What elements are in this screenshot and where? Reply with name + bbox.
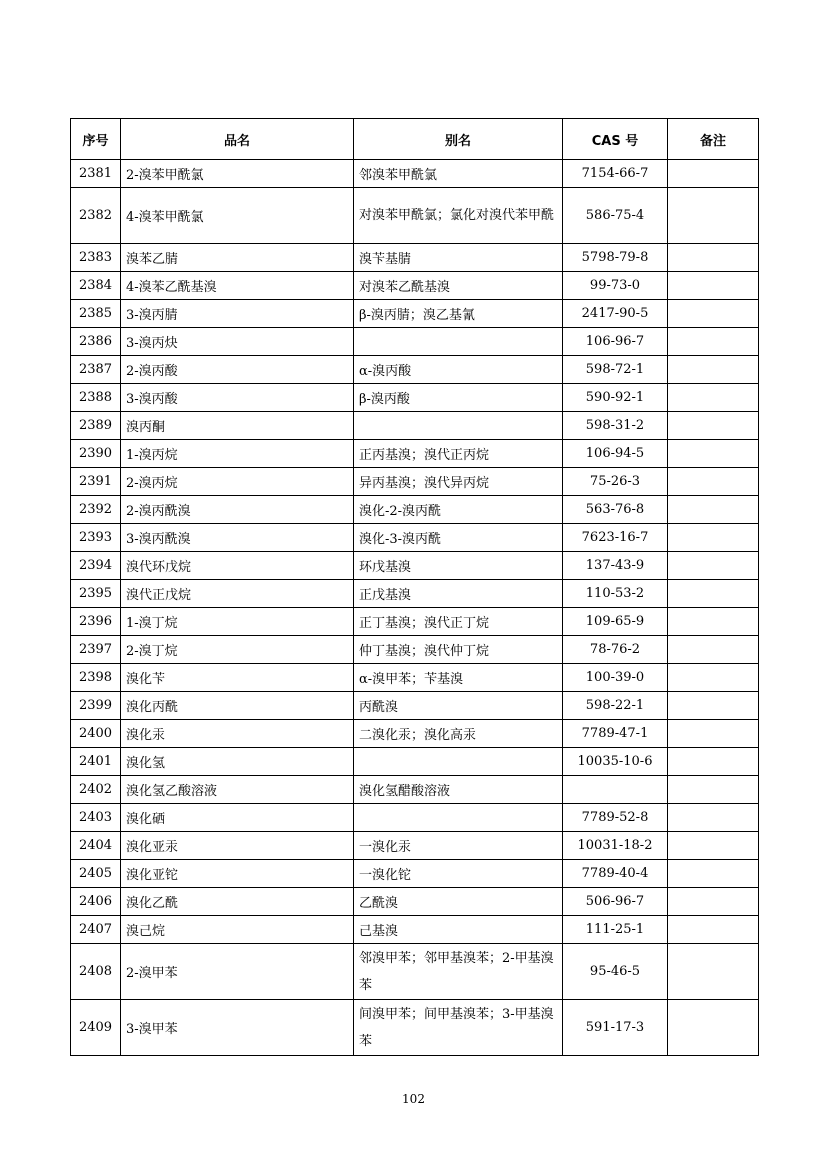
table-row <box>71 384 759 412</box>
row-cas-number: 100-39-0 <box>563 664 668 692</box>
row-remarks <box>668 608 759 636</box>
row-alias: 正戊基溴 <box>354 580 563 608</box>
row-alias: 对溴苯甲酰氯；氯化对溴代苯甲酰 <box>354 188 563 244</box>
header-product-name: 品名 <box>121 119 354 160</box>
row-alias: 一溴化汞 <box>354 832 563 860</box>
row-remarks <box>668 832 759 860</box>
row-cas-number: 590-92-1 <box>563 384 668 412</box>
row-alias: 己基溴 <box>354 916 563 944</box>
row-remarks <box>668 944 759 1000</box>
row-cas-number <box>563 776 668 804</box>
row-alias <box>354 412 563 440</box>
row-product-name: 溴代环戊烷 <box>121 552 354 580</box>
row-remarks <box>668 860 759 888</box>
table-row <box>71 720 759 748</box>
row-remarks <box>668 328 759 356</box>
row-serial-number: 2401 <box>71 748 121 776</box>
row-product-name: 1-溴丙烷 <box>121 440 354 468</box>
row-cas-number: 106-94-5 <box>563 440 668 468</box>
row-alias: 仲丁基溴；溴代仲丁烷 <box>354 636 563 664</box>
row-serial-number: 2408 <box>71 944 121 1000</box>
row-serial-number: 2400 <box>71 720 121 748</box>
row-remarks <box>668 412 759 440</box>
row-product-name: 3-溴丙酰溴 <box>121 524 354 552</box>
row-cas-number: 506-96-7 <box>563 888 668 916</box>
row-alias: α-溴丙酸 <box>354 356 563 384</box>
row-cas-number: 7789-52-8 <box>563 804 668 832</box>
row-product-name: 溴化丙酰 <box>121 692 354 720</box>
row-product-name: 2-溴甲苯 <box>121 944 354 1000</box>
row-alias: 二溴化汞；溴化高汞 <box>354 720 563 748</box>
table-row <box>71 468 759 496</box>
row-product-name: 2-溴丙酸 <box>121 356 354 384</box>
table-row <box>71 580 759 608</box>
row-alias: 正丙基溴；溴代正丙烷 <box>354 440 563 468</box>
header-serial-number: 序号 <box>71 119 121 160</box>
row-serial-number: 2404 <box>71 832 121 860</box>
row-remarks <box>668 1000 759 1056</box>
row-cas-number: 7623-16-7 <box>563 524 668 552</box>
row-cas-number: 95-46-5 <box>563 944 668 1000</box>
header-alias: 别名 <box>354 119 563 160</box>
row-cas-number: 7154-66-7 <box>563 160 668 188</box>
table-row <box>71 944 759 1000</box>
row-serial-number: 2386 <box>71 328 121 356</box>
row-remarks <box>668 188 759 244</box>
row-alias: 乙酰溴 <box>354 888 563 916</box>
row-cas-number: 7789-40-4 <box>563 860 668 888</box>
row-serial-number: 2391 <box>71 468 121 496</box>
row-serial-number: 2381 <box>71 160 121 188</box>
row-alias <box>354 328 563 356</box>
table-row <box>71 636 759 664</box>
row-alias <box>354 804 563 832</box>
row-remarks <box>668 664 759 692</box>
row-remarks <box>668 888 759 916</box>
table-row <box>71 664 759 692</box>
row-serial-number: 2409 <box>71 1000 121 1056</box>
row-remarks <box>668 356 759 384</box>
row-remarks <box>668 244 759 272</box>
row-product-name: 3-溴甲苯 <box>121 1000 354 1056</box>
table-row <box>71 412 759 440</box>
row-cas-number: 109-65-9 <box>563 608 668 636</box>
row-serial-number: 2382 <box>71 188 121 244</box>
row-serial-number: 2389 <box>71 412 121 440</box>
row-serial-number: 2398 <box>71 664 121 692</box>
row-alias: 环戊基溴 <box>354 552 563 580</box>
row-cas-number: 586-75-4 <box>563 188 668 244</box>
row-product-name: 4-溴苯乙酰基溴 <box>121 272 354 300</box>
row-product-name: 溴代正戊烷 <box>121 580 354 608</box>
table-row <box>71 748 759 776</box>
row-remarks <box>668 692 759 720</box>
row-remarks <box>668 720 759 748</box>
row-cas-number: 7789-47-1 <box>563 720 668 748</box>
row-cas-number: 137-43-9 <box>563 552 668 580</box>
row-cas-number: 598-72-1 <box>563 356 668 384</box>
header-cas-number: CAS 号 <box>563 119 668 160</box>
row-product-name: 溴化汞 <box>121 720 354 748</box>
table-row <box>71 300 759 328</box>
row-remarks <box>668 524 759 552</box>
row-product-name: 4-溴苯甲酰氯 <box>121 188 354 244</box>
row-remarks <box>668 384 759 412</box>
row-remarks <box>668 300 759 328</box>
row-alias: 正丁基溴；溴代正丁烷 <box>354 608 563 636</box>
row-product-name: 溴化氢 <box>121 748 354 776</box>
table-row <box>71 1000 759 1056</box>
table-row <box>71 440 759 468</box>
row-product-name: 溴苯乙腈 <box>121 244 354 272</box>
row-cas-number: 10035-10-6 <box>563 748 668 776</box>
table-row <box>71 608 759 636</box>
row-alias: α-溴甲苯；苄基溴 <box>354 664 563 692</box>
row-serial-number: 2392 <box>71 496 121 524</box>
row-alias: 邻溴甲苯；邻甲基溴苯；2-甲基溴苯 <box>354 944 563 1000</box>
row-product-name: 2-溴丙烷 <box>121 468 354 496</box>
row-remarks <box>668 160 759 188</box>
row-product-name: 溴化苄 <box>121 664 354 692</box>
row-alias: 间溴甲苯；间甲基溴苯；3-甲基溴苯 <box>354 1000 563 1056</box>
table-row <box>71 188 759 244</box>
row-cas-number: 110-53-2 <box>563 580 668 608</box>
row-serial-number: 2388 <box>71 384 121 412</box>
row-cas-number: 2417-90-5 <box>563 300 668 328</box>
row-alias: β-溴丙酸 <box>354 384 563 412</box>
row-cas-number: 598-31-2 <box>563 412 668 440</box>
row-product-name: 溴化氢乙酸溶液 <box>121 776 354 804</box>
row-serial-number: 2395 <box>71 580 121 608</box>
row-serial-number: 2403 <box>71 804 121 832</box>
row-alias: 对溴苯乙酰基溴 <box>354 272 563 300</box>
table-row <box>71 496 759 524</box>
row-serial-number: 2402 <box>71 776 121 804</box>
row-remarks <box>668 748 759 776</box>
table-row <box>71 804 759 832</box>
row-alias: 溴化氢醋酸溶液 <box>354 776 563 804</box>
row-alias: 溴化-3-溴丙酰 <box>354 524 563 552</box>
table-row <box>71 552 759 580</box>
row-alias: β-溴丙腈；溴乙基氰 <box>354 300 563 328</box>
row-product-name: 溴己烷 <box>121 916 354 944</box>
row-remarks <box>668 804 759 832</box>
row-cas-number: 10031-18-2 <box>563 832 668 860</box>
table-row <box>71 524 759 552</box>
row-serial-number: 2406 <box>71 888 121 916</box>
row-serial-number: 2385 <box>71 300 121 328</box>
page-number: 102 <box>402 1092 425 1106</box>
row-product-name: 1-溴丁烷 <box>121 608 354 636</box>
table-row <box>71 692 759 720</box>
row-alias: 异丙基溴；溴代异丙烷 <box>354 468 563 496</box>
table-row <box>71 832 759 860</box>
row-remarks <box>668 496 759 524</box>
row-cas-number: 598-22-1 <box>563 692 668 720</box>
row-cas-number: 75-26-3 <box>563 468 668 496</box>
row-product-name: 溴化亚汞 <box>121 832 354 860</box>
row-cas-number: 5798-79-8 <box>563 244 668 272</box>
row-product-name: 3-溴丙酸 <box>121 384 354 412</box>
row-remarks <box>668 916 759 944</box>
table-header-row <box>71 119 759 160</box>
row-cas-number: 78-76-2 <box>563 636 668 664</box>
row-product-name: 3-溴丙腈 <box>121 300 354 328</box>
row-product-name: 溴丙酮 <box>121 412 354 440</box>
table-row <box>71 328 759 356</box>
row-remarks <box>668 636 759 664</box>
row-alias: 丙酰溴 <box>354 692 563 720</box>
header-remarks: 备注 <box>668 119 759 160</box>
row-remarks <box>668 776 759 804</box>
row-alias <box>354 748 563 776</box>
table-row <box>71 160 759 188</box>
row-serial-number: 2383 <box>71 244 121 272</box>
row-alias: 一溴化铊 <box>354 860 563 888</box>
row-remarks <box>668 468 759 496</box>
row-remarks <box>668 440 759 468</box>
row-cas-number: 563-76-8 <box>563 496 668 524</box>
row-serial-number: 2405 <box>71 860 121 888</box>
row-product-name: 溴化亚铊 <box>121 860 354 888</box>
row-cas-number: 106-96-7 <box>563 328 668 356</box>
table-row <box>71 356 759 384</box>
row-product-name: 2-溴丁烷 <box>121 636 354 664</box>
row-cas-number: 111-25-1 <box>563 916 668 944</box>
row-cas-number: 591-17-3 <box>563 1000 668 1056</box>
row-remarks <box>668 580 759 608</box>
row-serial-number: 2393 <box>71 524 121 552</box>
row-product-name: 2-溴苯甲酰氯 <box>121 160 354 188</box>
table-row <box>71 244 759 272</box>
row-remarks <box>668 272 759 300</box>
row-serial-number: 2407 <box>71 916 121 944</box>
row-alias: 邻溴苯甲酰氯 <box>354 160 563 188</box>
row-serial-number: 2394 <box>71 552 121 580</box>
table-row <box>71 272 759 300</box>
row-serial-number: 2397 <box>71 636 121 664</box>
row-remarks <box>668 552 759 580</box>
row-product-name: 2-溴丙酰溴 <box>121 496 354 524</box>
row-serial-number: 2396 <box>71 608 121 636</box>
row-serial-number: 2384 <box>71 272 121 300</box>
table-row <box>71 888 759 916</box>
row-serial-number: 2387 <box>71 356 121 384</box>
row-product-name: 溴化乙酰 <box>121 888 354 916</box>
row-serial-number: 2390 <box>71 440 121 468</box>
table-row <box>71 860 759 888</box>
row-alias: 溴苄基腈 <box>354 244 563 272</box>
row-serial-number: 2399 <box>71 692 121 720</box>
table-row <box>71 776 759 804</box>
row-product-name: 溴化硒 <box>121 804 354 832</box>
row-alias: 溴化-2-溴丙酰 <box>354 496 563 524</box>
table-row <box>71 916 759 944</box>
row-cas-number: 99-73-0 <box>563 272 668 300</box>
chemicals-table <box>70 118 759 1056</box>
row-product-name: 3-溴丙炔 <box>121 328 354 356</box>
